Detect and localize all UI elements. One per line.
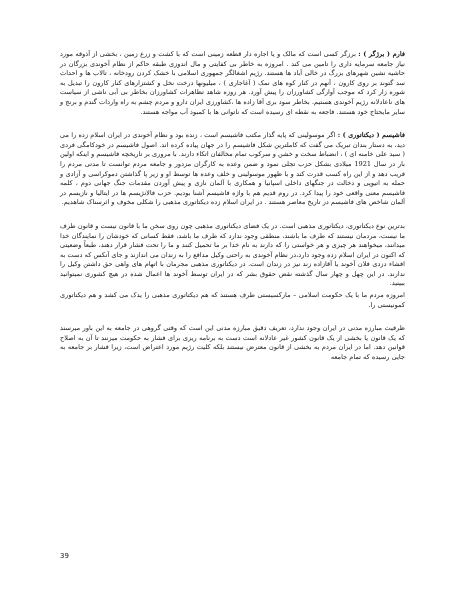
paragraph-fascism xyxy=(60,131,405,208)
paragraph-body: بدترین نوع دیکتاتوری، دیکتاتوری مذهبی است. در یک فضای دیکتاتوری مذهبی چون روی سخن ما با قانون نیست و قانون طرف ما نیست، مردمان نیستند که طرف ما باشند، منطقی وجود ندارد که طرف ما باشد، فقط کسانی که خودشان را نمایندگان خدا میدانند، میخواهند هر چیزی و هر خواستی را که دارند به نام خدا بر ما تحمیل کنند و ما را تحت فشار قرار دهند، طبعاً وضعیتی که اکنون در ایران اسلام زده وجود دارد،در نظام آخوندی به راحتی وکیل مدافع را به زندان می اندازند و جای آنکس که دست به افشاء دزدی فلان آخوند یا آقازاده زند نیز در زندان است. در دیکتاتوری مذهبی مجرمان با اتهام های واهی حق داشتن وکیل را ندارند. در این چهل و چهار سال گذشته نقض حقوق بشر که در ایران توسط آخوند ها اعمال شده در هیچ کشوری نمیتوانید ببینید. xyxy=(60,221,405,288)
document-page xyxy=(60,50,405,377)
paragraph-body: برزگر کسی است که مالک و یا اجاره دار قطعه زمینی است که با کشت و زرع زمین ، بخشی از آذوقه مورد نیاز جامعه سرمایه داری را تامین می کند . امروزه به خاطر بی کفایتی و مال اندوزی طبقه حاکم از نظام آخوندی بزرگان در حاشیه نشین شهرهای بزرگ در خالی آباد ها هستند. رژیم اشغالگر جمهوری اسلامی با خشک کردن رودخانه ، تالاب ها و احداث سد گتوند بر روی کارون ، آنهم در کنار کوه های نمک ( آغاجاری ) ، میلیونها درخت نخل و کشتزارهای کنار کارون را تبدیل به شوره زار کرد که موجب آوارگی کشاورزان را پیش آورد. هر روزه شاهد تظاهرات کشاورزان بخاطر بی آبی ناشی از سیاست های ناعادلانه رژیم آخوندی هستیم. بخاطر سود بری آقا زاده ها ،کشاورزی ایران دارو و مردم چشم به راه واردات گندم و برنج و سایر مایحتاج خود هستند. فاجعه به نقطه ای رسیده است که ناتوانی ها با کمبود آب مواجه هستند. xyxy=(60,50,405,116)
paragraph-islamic-marxist xyxy=(60,291,405,310)
term-heading: فارم ( برژگر ) : xyxy=(358,50,406,58)
paragraph-civil-struggle xyxy=(60,324,405,362)
term-heading: فاشیسم ( دیکتاتوری ) : xyxy=(337,131,405,140)
paragraph-body: اگر موسولینی که پایه گذار مکتب فاشیسم است ، زنده بود و نظام آخوندی در ایران اسلام زده را می دید، به دستار بندان تبریک می گفت که کاملترین شکل فاشیسم را در جهان پیاده کرده اند. اصول فاشیسم در خودکامگی فردی ( سید علی خامنه ای ) ، انضباط سخت و خشن و سرکوب تمام مخالفان اتکاء دارند. با مروری بر تاریخچه فاشیسم و اینکه اولین بار در سال 1921 میلادی بشکل حزب تجلی نمود و ضمن وعده به کارگران مزدور و جامعه مردم توانست تا مدتی مردم را فریب دهد و از این راه کسب قدرت کند و با ظهور موسولینی و خلف وعده ها توسط او و زیر پا گذاشتن دموکراسی و آزادی و حمله به اتیوپی و دخالت در جنگهای داخلی اسپانیا و همکاری با آلمان نازی و پیش آوردن مقدمات جنگ جهانی دوم ، کلمه فاشیسم معنی واقعی خود را پیدا کرد. در روم قدیم هم با واژه فاشیسم آشنا بودیم. حزب فالانژیسم ها در ایتالیا و نازیسم در آلمان شاخص های فاشیسم در تاریخ معاصر هستند . در ایران اسلام زده دیکتاتوری مذهبی را شکلی مخوف و اثرسناک شاهدیم. xyxy=(60,131,405,207)
paragraph-body: ظرفیت مبارزه مدنی در ایران وجود ندارد، تعریف دقیق مبارزه مدنی این است که وقتی گروهی در جامعه به این باور میرسند که یک قانون یا بخشی از یک قانون کشور غیر عادلانه است دست به برنامه ریزی برای فشار به حکومت میزنند تا آن به اصلاح قوانین دهد. اما در ایران مردم به بخشی از قانون معترض نیستند بلکه کلیت رژیم مورد اعتراض است، زیرا فشار بر جامعه به جایی رسیده که تمام جامعه xyxy=(60,324,405,362)
paragraph-body: امروزه مردم ما با یک حکومت اسلامی – مارکسیستی طرف هستند که هم دیکتاتوری مذهبی را یدک می کشد و هم دیکتاتوری کمونیستی را. xyxy=(60,291,405,309)
paragraph-religious-dictatorship xyxy=(60,222,405,289)
page-number: 39 xyxy=(60,552,69,560)
paragraph-farmer xyxy=(60,50,405,117)
